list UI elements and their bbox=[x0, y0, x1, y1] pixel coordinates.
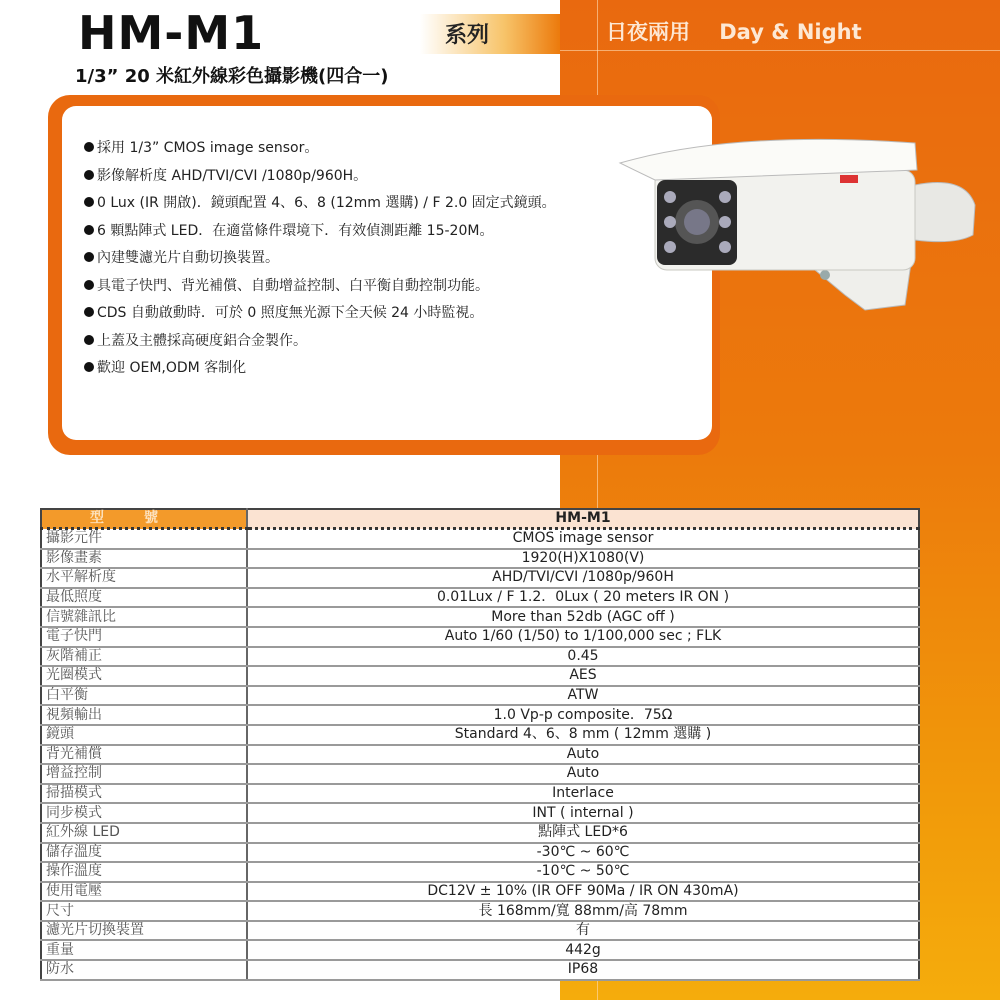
table-row bbox=[41, 588, 919, 608]
spec-label: 攝影元件 bbox=[41, 529, 247, 549]
table-row bbox=[41, 725, 919, 745]
spec-label: 最低照度 bbox=[41, 588, 247, 608]
feature-item bbox=[84, 248, 644, 269]
bullet-icon bbox=[84, 335, 94, 345]
feature-text: 上蓋及主體採高硬度鋁合金製作。 bbox=[97, 332, 307, 349]
spec-value: ATW bbox=[247, 686, 919, 706]
spec-table bbox=[40, 508, 920, 981]
spec-label: 儲存溫度 bbox=[41, 843, 247, 863]
bullet-icon bbox=[84, 280, 94, 290]
series-tag-background bbox=[420, 14, 560, 54]
spec-label: 視頻輸出 bbox=[41, 705, 247, 725]
table-row bbox=[41, 940, 919, 960]
spec-value: Auto bbox=[247, 745, 919, 765]
spec-label: 同步模式 bbox=[41, 803, 247, 823]
table-row bbox=[41, 882, 919, 902]
table-row bbox=[41, 549, 919, 569]
table-header-row bbox=[41, 509, 919, 529]
feature-text: 影像解析度 AHD/TVI/CVI /1080p/960H。 bbox=[97, 167, 368, 184]
feature-item bbox=[84, 358, 644, 379]
spec-label: 信號雜訊比 bbox=[41, 607, 247, 627]
spec-value: INT ( internal ) bbox=[247, 803, 919, 823]
table-row bbox=[41, 921, 919, 941]
spec-label: 電子快門 bbox=[41, 627, 247, 647]
spec-label: 水平解析度 bbox=[41, 568, 247, 588]
table-row bbox=[41, 686, 919, 706]
feature-item bbox=[84, 331, 644, 352]
feature-item bbox=[84, 138, 644, 159]
feature-text: 6 顆點陣式 LED．在適當條件環境下．有效偵測距離 15-20M。 bbox=[97, 222, 494, 239]
spec-value: 0.45 bbox=[247, 647, 919, 667]
spec-value: Auto 1/60 (1/50) to 1/100,000 sec ; FLK bbox=[247, 627, 919, 647]
spec-value: -30℃ ~ 60℃ bbox=[247, 843, 919, 863]
feature-text: 具電子快門、背光補償、自動增益控制、白平衡自動控制功能。 bbox=[97, 277, 489, 294]
spec-label: 重量 bbox=[41, 940, 247, 960]
spec-label: 掃描模式 bbox=[41, 784, 247, 804]
bullet-icon bbox=[84, 225, 94, 235]
table-row bbox=[41, 960, 919, 980]
feature-list bbox=[84, 138, 644, 386]
spec-label: 背光補償 bbox=[41, 745, 247, 765]
product-subtitle: 1/3” 20 米紅外線彩色攝影機(四合一) bbox=[75, 66, 389, 87]
spec-value: 1.0 Vp-p composite．75Ω bbox=[247, 705, 919, 725]
spec-value: CMOS image sensor bbox=[247, 529, 919, 549]
feature-item bbox=[84, 193, 644, 214]
header-value: HM-M1 bbox=[247, 509, 919, 529]
feature-text: 內建雙濾光片自動切換裝置。 bbox=[97, 250, 279, 266]
table-row bbox=[41, 862, 919, 882]
spec-label: 防水 bbox=[41, 960, 247, 980]
feature-item bbox=[84, 276, 644, 297]
spec-label: 濾光片切換裝置 bbox=[41, 921, 247, 941]
bullet-icon bbox=[84, 197, 94, 207]
feature-text: 採用 1/3” CMOS image sensor。 bbox=[97, 140, 319, 156]
table-row bbox=[41, 568, 919, 588]
feature-text: CDS 自動啟動時．可於 0 照度無光源下全天候 24 小時監視。 bbox=[97, 305, 484, 321]
feature-item bbox=[84, 221, 644, 242]
table-row bbox=[41, 666, 919, 686]
bullet-icon bbox=[84, 307, 94, 317]
spec-label: 白平衡 bbox=[41, 686, 247, 706]
spec-value: Standard 4、6、8 mm ( 12mm 選購 ) bbox=[247, 725, 919, 745]
spec-label: 影像畫素 bbox=[41, 549, 247, 569]
spec-value: Auto bbox=[247, 764, 919, 784]
header-label: 型號 bbox=[41, 509, 247, 529]
table-row bbox=[41, 705, 919, 725]
table-row bbox=[41, 803, 919, 823]
table-row bbox=[41, 627, 919, 647]
spec-label: 使用電壓 bbox=[41, 882, 247, 902]
table-row bbox=[41, 843, 919, 863]
spec-value: -10℃ ~ 50℃ bbox=[247, 862, 919, 882]
spec-value: AES bbox=[247, 666, 919, 686]
spec-value: 點陣式 LED*6 bbox=[247, 823, 919, 843]
spec-value: Interlace bbox=[247, 784, 919, 804]
spec-value: IP68 bbox=[247, 960, 919, 980]
table-row bbox=[41, 607, 919, 627]
spec-label: 灰階補正 bbox=[41, 647, 247, 667]
table-row bbox=[41, 745, 919, 765]
spec-value: AHD/TVI/CVI /1080p/960H bbox=[247, 568, 919, 588]
feature-text: 歡迎 OEM,ODM 客制化 bbox=[97, 360, 247, 376]
feature-item bbox=[84, 303, 644, 324]
feature-item bbox=[84, 166, 644, 187]
spec-label: 光圈模式 bbox=[41, 666, 247, 686]
spec-label: 操作溫度 bbox=[41, 862, 247, 882]
spec-label: 紅外線 LED bbox=[41, 823, 247, 843]
bullet-icon bbox=[84, 170, 94, 180]
spec-label: 尺寸 bbox=[41, 901, 247, 921]
spec-value: 442g bbox=[247, 940, 919, 960]
spec-label: 鏡頭 bbox=[41, 725, 247, 745]
table-row bbox=[41, 823, 919, 843]
table-row bbox=[41, 901, 919, 921]
spec-value: 長 168mm/寬 88mm/高 78mm bbox=[247, 901, 919, 921]
spec-value: DC12V ± 10% (IR OFF 90Ma / IR ON 430mA) bbox=[247, 882, 919, 902]
bullet-icon bbox=[84, 252, 94, 262]
table-row bbox=[41, 647, 919, 667]
feature-text: 0 Lux (IR 開啟)．鏡頭配置 4、6、8 (12mm 選購) / F 2.0 固定式鏡頭。 bbox=[97, 195, 556, 211]
camera-image bbox=[615, 125, 985, 325]
table-row bbox=[41, 529, 919, 549]
table-row bbox=[41, 784, 919, 804]
model-title: HM-M1 bbox=[78, 6, 265, 60]
spec-value: 0.01Lux / F 1.2．0Lux ( 20 meters IR ON ) bbox=[247, 588, 919, 608]
table-row bbox=[41, 764, 919, 784]
bullet-icon bbox=[84, 362, 94, 372]
spec-value: 1920(H)X1080(V) bbox=[247, 549, 919, 569]
spec-label: 增益控制 bbox=[41, 764, 247, 784]
spec-value: 有 bbox=[247, 921, 919, 941]
bullet-icon bbox=[84, 142, 94, 152]
spec-value: More than 52db (AGC off ) bbox=[247, 607, 919, 627]
divider-line bbox=[560, 50, 1000, 51]
series-label: 系列 bbox=[445, 23, 490, 48]
day-night-label: 日夜兩用 Day & Night bbox=[606, 20, 862, 44]
